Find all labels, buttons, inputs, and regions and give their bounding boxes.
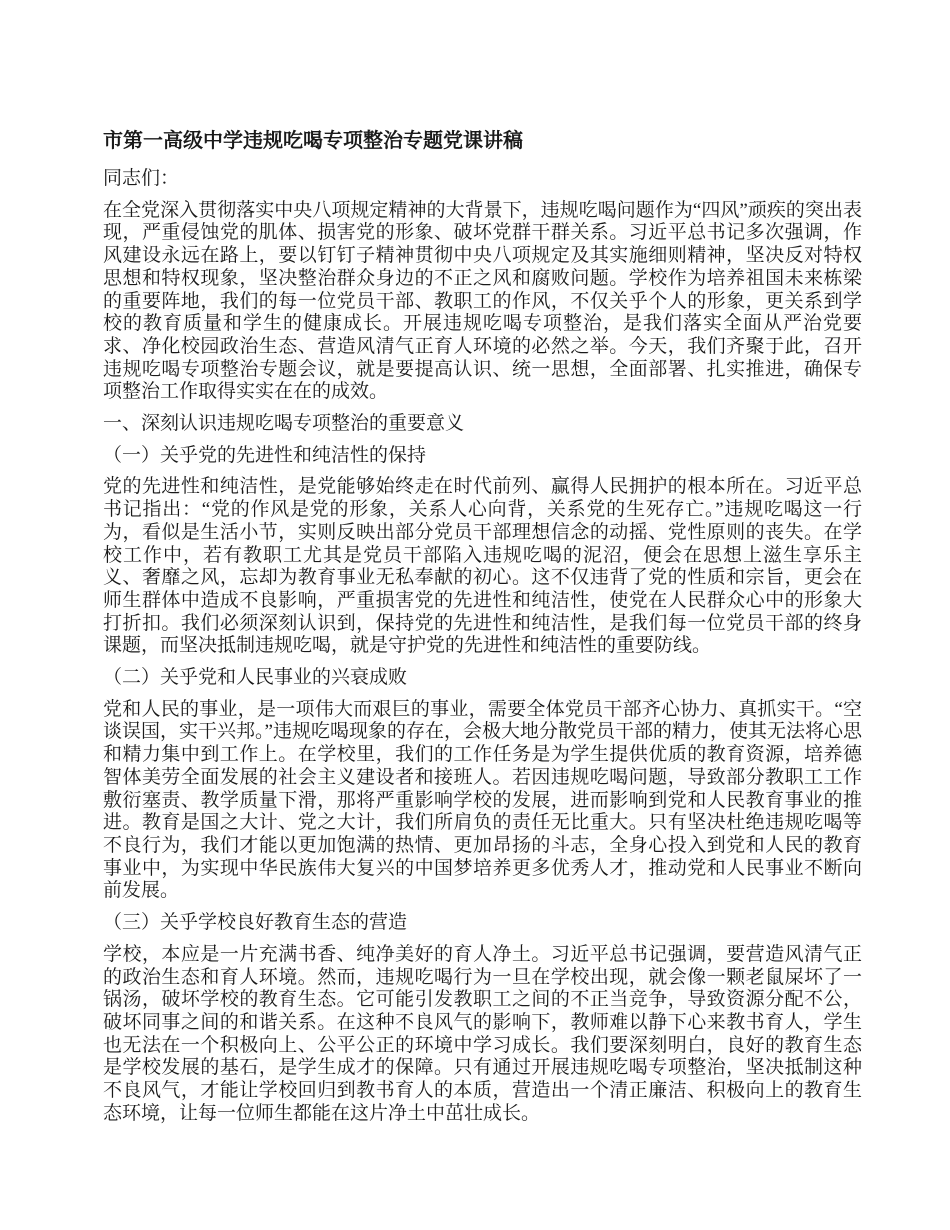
subsection-2-paragraph: 党和人民的事业，是一项伟大而艰巨的事业，需要全体党员干部齐心协力、真抓实干。“空谈误国，实干兴邦。”违规吃喝现象的存在，会极大地分散党员干部的精力，使其无法将心思和精力集中到工作上。在学校里，我们的工作任务是为学生提供优质的教育资源，培养德智体美劳全面发展的社会主义建设者和接班人。若因违规吃喝问题，导致部分教职工工作敷衍塞责、教学质量下滑，那将严重影响学校的发展，进而影响到党和人民教育事业的推进。教育是国之大计、党之大计，我们所肩负的责任无比重大。只有坚决杜绝违规吃喝等不良行为，我们才能以更加饱满的热情、更加昂扬的斗志，全身心投入到党和人民的教育事业中，为实现中华民族伟大复兴的中国梦培养更多优秀人才，推动党和人民事业不断向前发展。	[103, 698, 862, 902]
document-title: 市第一高级中学违规吃喝专项整治专题党课讲稿	[103, 130, 523, 152]
subsection-3-paragraph: 学校，本应是一片充满书香、纯净美好的育人净土。习近平总书记强调，要营造风清气正的政治生态和育人环境。然而，违规吃喝行为一旦在学校出现，就会像一颗老鼠屎坏了一锅汤，破坏学校的教育生态。它可能引发教职工之间的不正当竞争，导致资源分配不公，破坏同事之间的和谐关系。在这种不良风气的影响下，教师难以静下心来教书育人，学生也无法在一个积极向上、公平公正的环境中学习成长。我们要深刻明白，良好的教育生态是学校发展的基石，是学生成才的保障。只有通过开展违规吃喝专项整治，坚决抵制这种不良风气，才能让学校回归到教书育人的本质，营造出一个清正廉洁、积极向上的教育生态环境，让每一位师生都能在这片净土中茁壮成长。	[103, 943, 862, 1124]
salutation: 同志们：	[103, 168, 180, 189]
subsection-2-heading: （二）关乎党和人民事业的兴衰成败	[103, 667, 408, 689]
subsection-1-paragraph: 党的先进性和纯洁性，是党能够始终走在时代前列、赢得人民拥护的根本所在。习近平总书记指出：“党的作风是党的形象，关系人心向背，关系党的生死存亡。”违规吃喝这一行为，看似是生活小节，实则反映出部分党员干部理想信念的动摇、党性原则的丧失。在学校工作中，若有教职工尤其是党员干部陷入违规吃喝的泥沼，便会在思想上滋生享乐主义、奢靡之风，忘却为教育事业无私奉献的初心。这不仅违背了党的性质和宗旨，更会在师生群体中造成不良影响，严重损害党的先进性和纯洁性，使党在人民群众心中的形象大打折扣。我们必须深刻认识到，保持党的先进性和纯洁性，是我们每一位党员干部的终身课题，而坚决抵制违规吃喝，就是守护党的先进性和纯洁性的重要防线。	[103, 476, 862, 657]
subsection-1-heading: （一）关乎党的先进性和纯洁性的保持	[103, 444, 427, 466]
subsection-3-heading: （三）关乎学校良好教育生态的营造	[103, 912, 408, 934]
intro-paragraph: 在全党深入贯彻落实中央八项规定精神的大背景下，违规吃喝问题作为“四风”顽疾的突出表现，严重侵蚀党的肌体、损害党的形象、破坏党群干群关系。习近平总书记多次强调，作风建设永远在路上，要以钉钉子精神贯彻中央八项规定及其实施细则精神，坚决反对特权思想和特权现象，坚决整治群众身边的不正之风和腐败问题。学校作为培养祖国未来栋梁的重要阵地，我们的每一位党员干部、教职工的作风，不仅关乎个人的形象，更关系到学校的教育质量和学生的健康成长。开展违规吃喝专项整治，是我们落实全面从严治党要求、净化校园政治生态、营造风清气正育人环境的必然之举。今天，我们齐聚于此，召开违规吃喝专项整治专题会议，就是要提高认识、统一思想，全面部署、扎实推进，确保专项整治工作取得实实在在的成效。	[103, 199, 862, 403]
section-1-heading: 一、深刻认识违规吃喝专项整治的重要意义	[103, 413, 465, 435]
